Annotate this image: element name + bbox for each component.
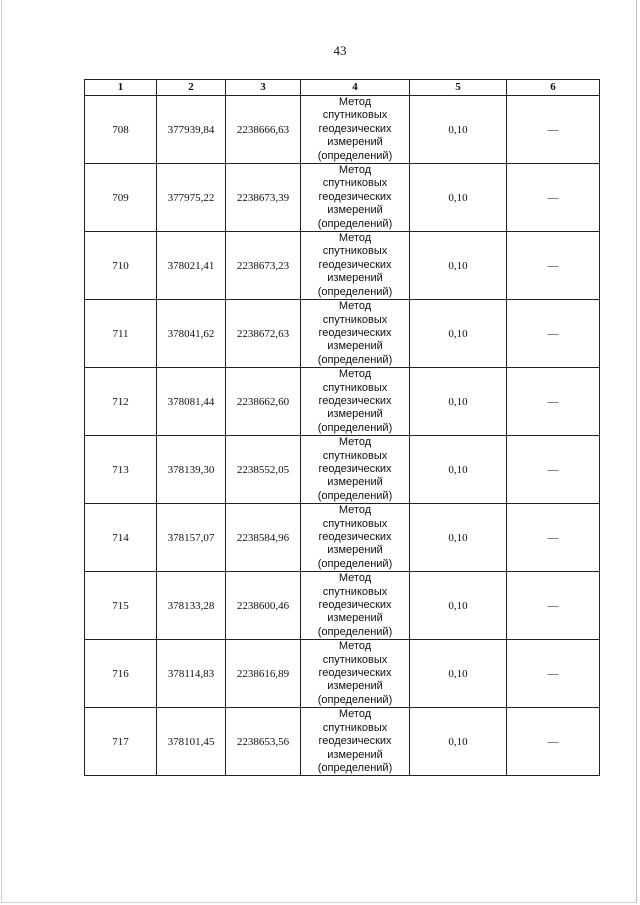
method-line: спутниковых <box>322 585 388 598</box>
method-line: геодезических <box>318 258 392 271</box>
method-line: геодезических <box>318 394 392 407</box>
method-line: измерений <box>327 612 383 625</box>
accuracy-cell: 0,10 <box>410 572 507 640</box>
point-number-cell: 712 <box>85 368 157 436</box>
y-coordinate-cell: 2238552,05 <box>226 436 301 504</box>
method-cell <box>301 164 410 232</box>
method-line: Метод <box>338 232 372 245</box>
y-coordinate-cell: 2238672,63 <box>226 300 301 368</box>
method-line: (определений) <box>317 761 393 774</box>
table-row <box>85 504 600 572</box>
table-row <box>85 164 600 232</box>
method-line: Метод <box>338 164 372 177</box>
header-row <box>85 80 600 96</box>
method-line: спутниковых <box>322 381 388 394</box>
y-coordinate-cell: 2238653,56 <box>226 708 301 776</box>
method-cell <box>301 96 410 164</box>
table-body <box>85 96 600 776</box>
note-cell: — <box>507 232 600 300</box>
page-number: 43 <box>333 43 347 58</box>
accuracy-cell: 0,10 <box>410 164 507 232</box>
accuracy-cell: 0,10 <box>410 232 507 300</box>
header-col-1: 1 <box>85 80 157 96</box>
table-row <box>85 232 600 300</box>
point-number-cell: 716 <box>85 640 157 708</box>
method-line: геодезических <box>318 667 392 680</box>
point-number-cell: 713 <box>85 436 157 504</box>
x-coordinate-cell: 377939,84 <box>157 96 226 164</box>
y-coordinate-cell: 2238600,46 <box>226 572 301 640</box>
method-line: (определений) <box>317 489 393 502</box>
x-coordinate-cell: 378101,45 <box>157 708 226 776</box>
note-cell: — <box>507 368 600 436</box>
table-header <box>85 80 600 96</box>
point-number-cell: 709 <box>85 164 157 232</box>
method-cell <box>301 436 410 504</box>
point-number-cell: 715 <box>85 572 157 640</box>
method-line: геодезических <box>318 190 392 203</box>
method-line: измерений <box>327 408 383 421</box>
method-line: (определений) <box>317 285 393 298</box>
accuracy-cell: 0,10 <box>410 96 507 164</box>
method-line: спутниковых <box>322 653 388 666</box>
method-line: измерений <box>327 136 383 149</box>
method-line: спутниковых <box>322 721 388 734</box>
method-line: Метод <box>338 436 372 449</box>
method-line: измерений <box>327 680 383 693</box>
table-row <box>85 640 600 708</box>
method-line: (определений) <box>317 693 393 706</box>
method-line: Метод <box>338 572 372 585</box>
accuracy-cell: 0,10 <box>410 504 507 572</box>
method-line: Метод <box>338 708 372 721</box>
accuracy-cell: 0,10 <box>410 300 507 368</box>
method-line: (определений) <box>317 149 393 162</box>
method-line: Метод <box>338 96 372 108</box>
header-col-6: 6 <box>507 80 600 96</box>
point-number-cell: 711 <box>85 300 157 368</box>
note-cell: — <box>507 300 600 368</box>
method-line: геодезических <box>318 326 392 339</box>
x-coordinate-cell: 378114,83 <box>157 640 226 708</box>
method-line: измерений <box>327 476 383 489</box>
method-cell <box>301 300 410 368</box>
method-line: измерений <box>327 272 383 285</box>
point-number-cell: 708 <box>85 96 157 164</box>
x-coordinate-cell: 378081,44 <box>157 368 226 436</box>
coordinates-table <box>84 79 600 776</box>
accuracy-cell: 0,10 <box>410 708 507 776</box>
method-line: измерений <box>327 340 383 353</box>
point-number-cell: 717 <box>85 708 157 776</box>
method-line: измерений <box>327 748 383 761</box>
table-row <box>85 708 600 776</box>
x-coordinate-cell: 378139,30 <box>157 436 226 504</box>
method-line: Метод <box>338 300 372 313</box>
method-cell <box>301 708 410 776</box>
method-line: Метод <box>338 640 372 653</box>
method-cell <box>301 572 410 640</box>
point-number-cell: 710 <box>85 232 157 300</box>
method-cell <box>301 504 410 572</box>
method-line: спутниковых <box>322 449 388 462</box>
method-line: геодезических <box>318 462 392 475</box>
y-coordinate-cell: 2238673,23 <box>226 232 301 300</box>
note-cell: — <box>507 504 600 572</box>
accuracy-cell: 0,10 <box>410 640 507 708</box>
method-line: (определений) <box>317 421 393 434</box>
y-coordinate-cell: 2238673,39 <box>226 164 301 232</box>
note-cell: — <box>507 572 600 640</box>
x-coordinate-cell: 377975,22 <box>157 164 226 232</box>
accuracy-cell: 0,10 <box>410 368 507 436</box>
x-coordinate-cell: 378021,41 <box>157 232 226 300</box>
header-col-3: 3 <box>226 80 301 96</box>
note-cell: — <box>507 640 600 708</box>
table-row <box>85 96 600 164</box>
method-line: (определений) <box>317 353 393 366</box>
point-number-cell: 714 <box>85 504 157 572</box>
header-col-2: 2 <box>157 80 226 96</box>
x-coordinate-cell: 378133,28 <box>157 572 226 640</box>
method-cell <box>301 640 410 708</box>
y-coordinate-cell: 2238616,89 <box>226 640 301 708</box>
method-line: спутниковых <box>322 517 388 530</box>
method-line: (определений) <box>317 557 393 570</box>
table-row <box>85 300 600 368</box>
method-line: измерений <box>327 204 383 217</box>
note-cell: — <box>507 436 600 504</box>
method-line: спутниковых <box>322 313 388 326</box>
table-row <box>85 436 600 504</box>
method-cell <box>301 232 410 300</box>
header-col-5: 5 <box>410 80 507 96</box>
method-line: (определений) <box>317 217 393 230</box>
accuracy-cell: 0,10 <box>410 436 507 504</box>
method-line: геодезических <box>318 599 392 612</box>
method-line: спутниковых <box>322 177 388 190</box>
header-col-4: 4 <box>301 80 410 96</box>
method-line: спутниковых <box>322 109 388 122</box>
method-line: спутниковых <box>322 245 388 258</box>
method-line: геодезических <box>318 122 392 135</box>
method-line: геодезических <box>318 531 392 543</box>
method-line: измерений <box>327 544 383 557</box>
x-coordinate-cell: 378041,62 <box>157 300 226 368</box>
method-line: Метод <box>338 504 372 517</box>
note-cell: — <box>507 708 600 776</box>
method-line: Метод <box>338 368 372 381</box>
method-line: (определений) <box>317 625 393 638</box>
method-cell <box>301 368 410 436</box>
table-row <box>85 572 600 640</box>
table-row <box>85 368 600 436</box>
y-coordinate-cell: 2238584,96 <box>226 504 301 572</box>
note-cell: — <box>507 164 600 232</box>
method-line: геодезических <box>318 735 392 748</box>
y-coordinate-cell: 2238666,63 <box>226 96 301 164</box>
y-coordinate-cell: 2238662,60 <box>226 368 301 436</box>
x-coordinate-cell: 378157,07 <box>157 504 226 572</box>
note-cell: — <box>507 96 600 164</box>
